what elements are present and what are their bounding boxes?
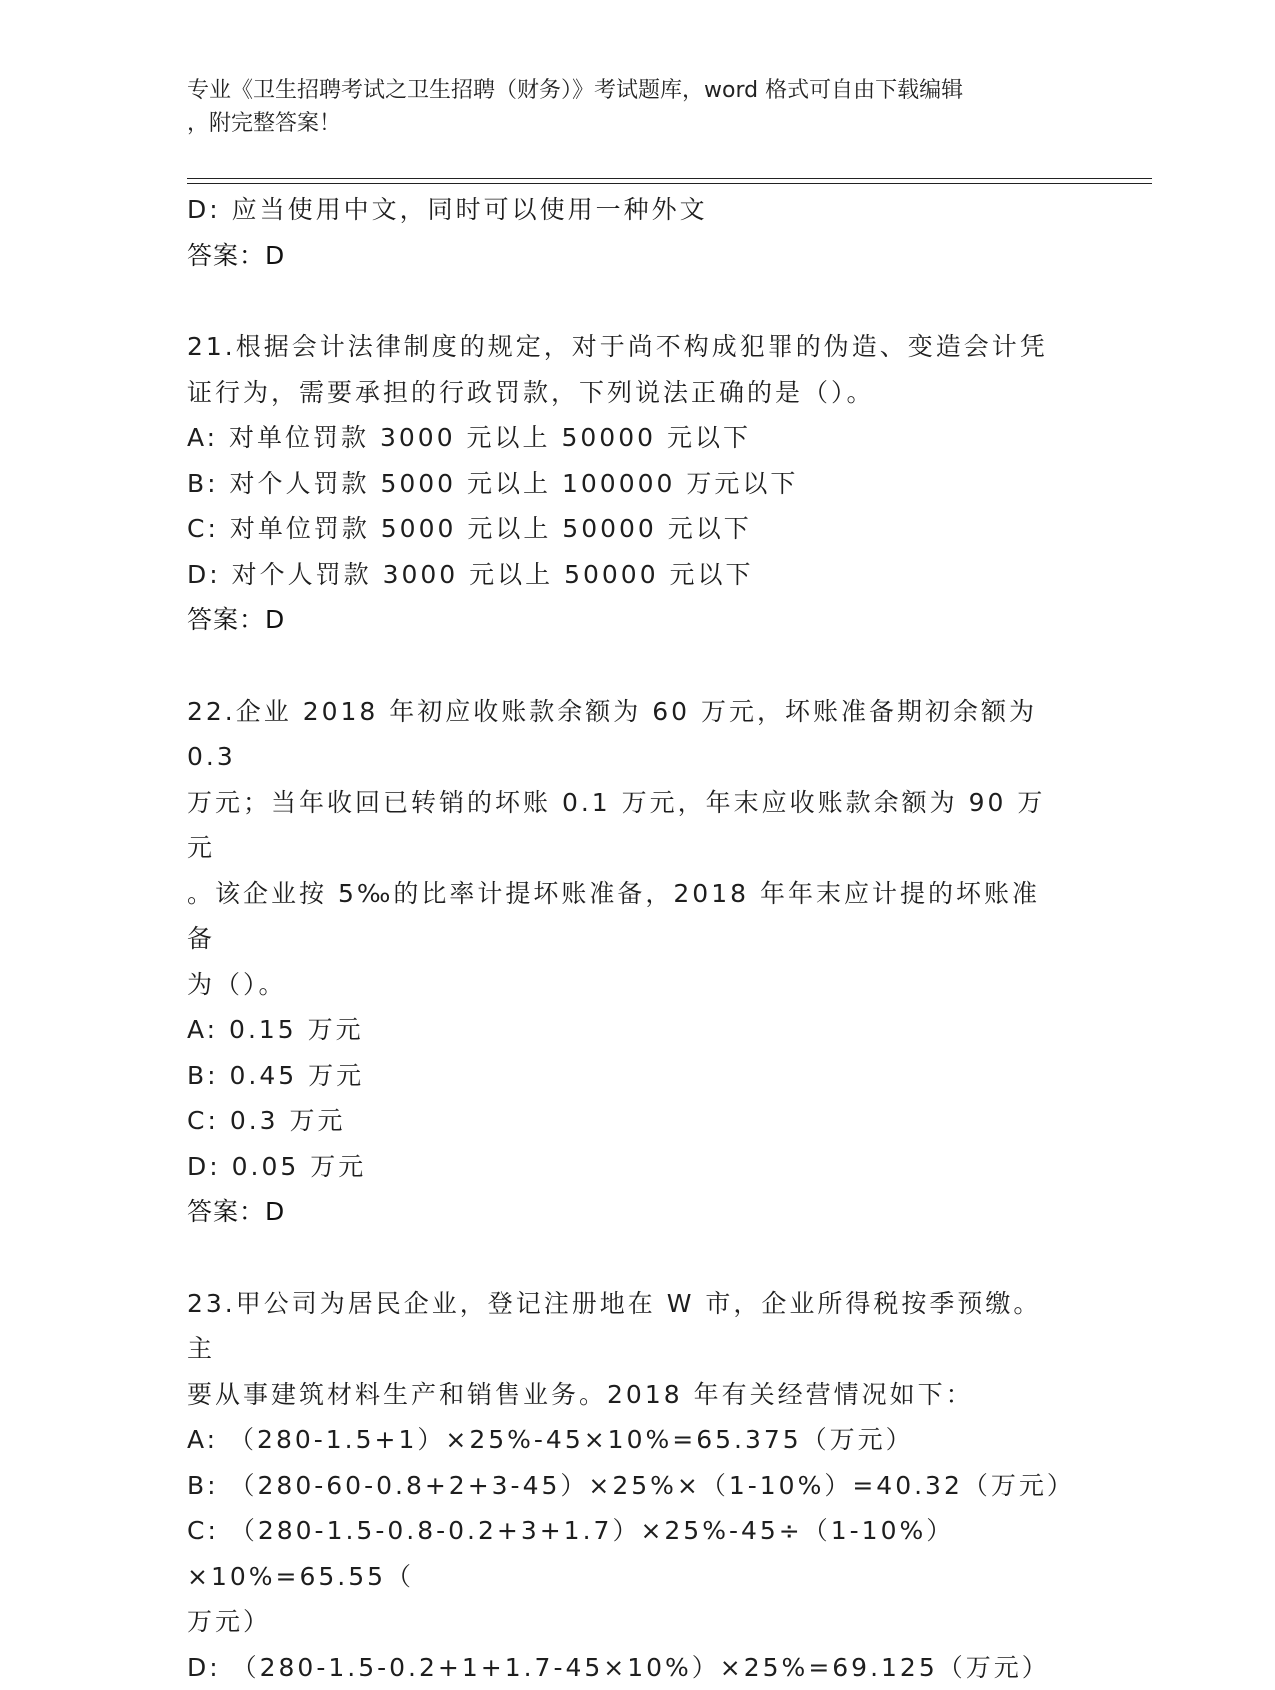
question-20-fragment (187, 187, 1067, 278)
option-a: A: 对单位罚款 3000 元以上 50000 元以下 (187, 415, 1067, 461)
answer-line: 答案：D (187, 233, 1067, 279)
question-stem: 23.甲公司为居民企业，登记注册地在 W 市，企业所得税按季预缴。主 (187, 1281, 1067, 1372)
option-d: D: 对个人罚款 3000 元以上 50000 元以下 (187, 552, 1067, 598)
question-23 (187, 1281, 1067, 1690)
spacer (187, 278, 1067, 324)
option-c: C: 对单位罚款 5000 元以上 50000 元以下 (187, 506, 1067, 552)
document-header (187, 74, 1067, 140)
option-a: A: （280-1.5+1）×25%-45×10%=65.375（万元） (187, 1417, 1067, 1463)
header-title-line2: ，附完整答案！ (187, 107, 1067, 140)
header-divider-top (187, 178, 1152, 179)
question-stem: 万元；当年收回已转销的坏账 0.1 万元，年末应收账款余额为 90 万元 (187, 780, 1067, 871)
answer-line: 答案：D (187, 1189, 1067, 1235)
option-b: B: 对个人罚款 5000 元以上 100000 万元以下 (187, 461, 1067, 507)
option-c: C: （280-1.5-0.8-0.2+3+1.7）×25%-45÷（1-10%）×10%=65.55（ (187, 1508, 1067, 1599)
question-22 (187, 689, 1067, 1235)
option-c-continued: 万元） (187, 1599, 1067, 1645)
option-d: D: （280-1.5-0.2+1+1.7-45×10%）×25%=69.125（万元） (187, 1645, 1067, 1690)
option-b: B: （280-60-0.8+2+3-45）×25%×（1-10%）=40.32（万元） (187, 1463, 1067, 1509)
question-21 (187, 324, 1067, 643)
question-stem: 证行为，需要承担的行政罚款，下列说法正确的是（）。 (187, 370, 1067, 416)
option-b: B: 0.45 万元 (187, 1053, 1067, 1099)
question-stem: 要从事建筑材料生产和销售业务。2018 年有关经营情况如下： (187, 1372, 1067, 1418)
question-stem: 。该企业按 5‰的比率计提坏账准备，2018 年年末应计提的坏账准备 (187, 871, 1067, 962)
question-stem: 21.根据会计法律制度的规定，对于尚不构成犯罪的伪造、变造会计凭 (187, 324, 1067, 370)
question-stem: 22.企业 2018 年初应收账款余额为 60 万元，坏账准备期初余额为 0.3 (187, 689, 1067, 780)
option-d: D: 应当使用中文，同时可以使用一种外文 (187, 187, 1067, 233)
question-list (187, 187, 1067, 1690)
spacer (187, 643, 1067, 689)
header-title-line1: 专业《卫生招聘考试之卫生招聘（财务）》考试题库，word 格式可自由下载编辑 (187, 74, 1067, 107)
option-a: A: 0.15 万元 (187, 1007, 1067, 1053)
spacer (187, 1235, 1067, 1281)
answer-line: 答案：D (187, 597, 1067, 643)
header-divider-bottom (187, 183, 1152, 184)
option-d: D: 0.05 万元 (187, 1144, 1067, 1190)
option-c: C: 0.3 万元 (187, 1098, 1067, 1144)
question-stem: 为（）。 (187, 962, 1067, 1008)
